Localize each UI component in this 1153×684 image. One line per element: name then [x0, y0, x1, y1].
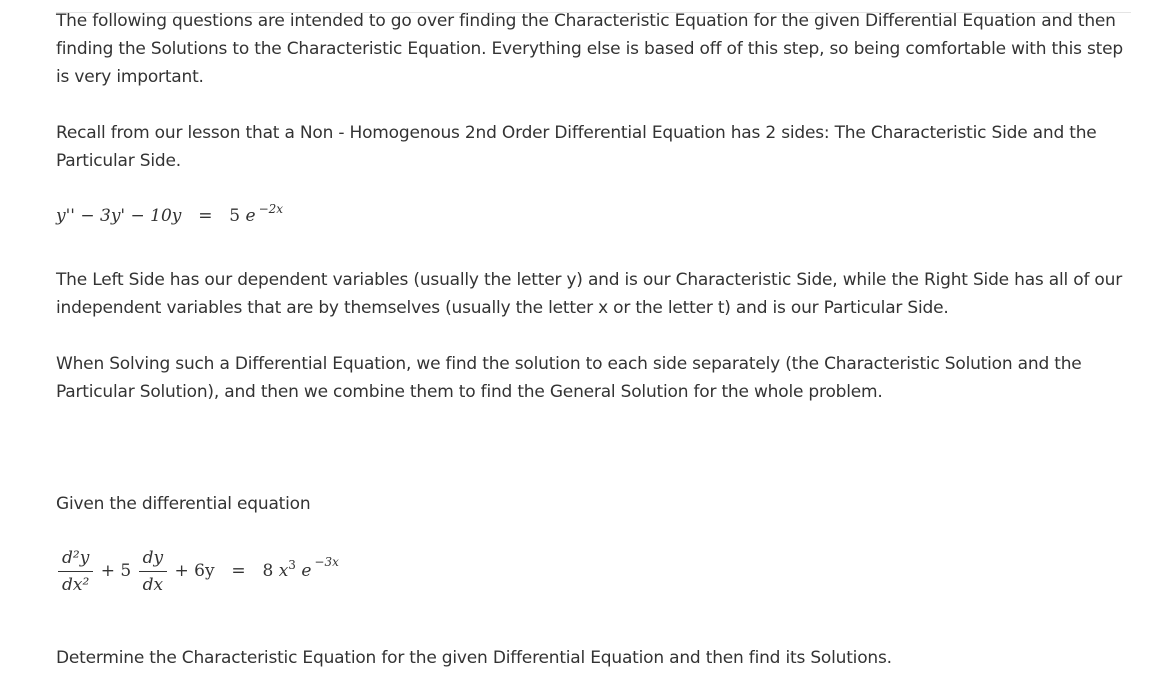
- example-equation-coef: 5: [229, 206, 241, 226]
- term-plus-6y: + 6y: [174, 561, 215, 581]
- fraction-2-numerator: dy: [142, 548, 164, 568]
- intro-paragraph-3: The Left Side has our dependent variables (usually the letter y) and is our Characteristic Side, while the Right Side has all of our independent variables that are by themselves (usually the letter x or the letter t) and is our Particular Side.: [56, 270, 1122, 318]
- second-derivative-fraction: [58, 548, 93, 595]
- first-derivative-fraction: [139, 548, 168, 595]
- given-label: Given the differential equation: [56, 494, 311, 514]
- question-prompt: Determine the Characteristic Equation for the given Differential Equation and then find its Solutions.: [56, 648, 892, 668]
- rhs-base: e: [301, 561, 312, 581]
- given-differential-equation: [56, 548, 339, 618]
- rhs-exponent: −3x: [314, 555, 339, 569]
- intro-paragraph-2: Recall from our lesson that a Non - Homogenous 2nd Order Differential Equation has 2 sides: The Characteristic Side and the Particular Side.: [56, 123, 1097, 171]
- given-equation-equals: =: [231, 561, 246, 581]
- example-equation-base: e: [245, 206, 256, 226]
- intro-paragraph-1: The following questions are intended to go over finding the Characteristic Equation for the given Differential Equation and then finding the Solutions to the Characteristic Equation. Everything else is based off of this step, so being comfortable with this step is very important.: [56, 11, 1123, 87]
- intro-paragraph-4: When Solving such a Differential Equation, we find the solution to each side separately (the Characteristic Solution and the Particular Solution), and then we combine them to find the General Solution for the whole problem.: [56, 354, 1082, 402]
- fraction-1-denominator: dx²: [58, 571, 93, 595]
- rhs-variable: x: [278, 561, 289, 581]
- fraction-2-denominator: dx: [139, 571, 168, 595]
- rhs-coef: 8: [262, 561, 274, 581]
- example-equation-exponent: −2x: [258, 202, 284, 216]
- term-plus-5: + 5: [100, 561, 132, 581]
- example-equation: [56, 202, 284, 226]
- rhs-variable-power: 3: [288, 558, 296, 572]
- example-equation-lhs: y'' − 3y' − 10y: [56, 206, 182, 226]
- example-equation-equals: =: [198, 206, 213, 226]
- fraction-1-numerator: d²y: [62, 548, 90, 568]
